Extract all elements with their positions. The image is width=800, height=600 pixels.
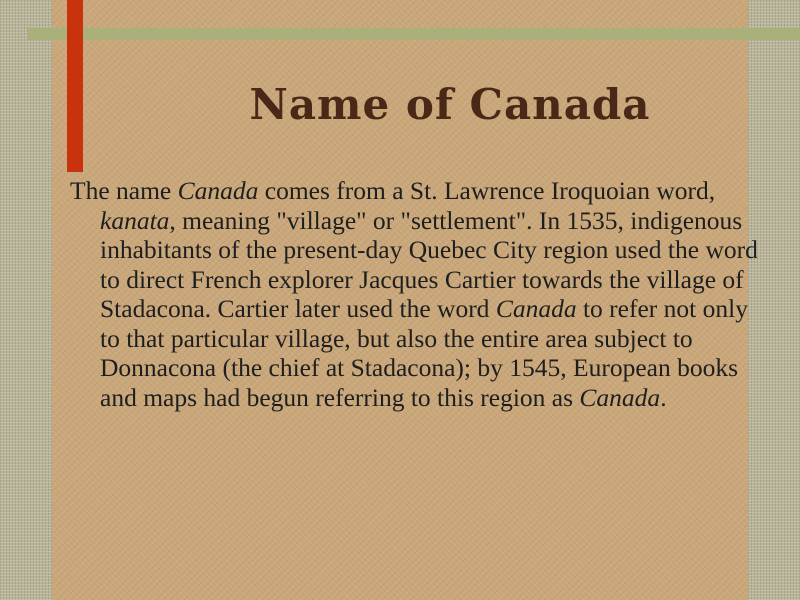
red-accent-bar [67,0,83,172]
body-italic-canada: Canada [579,382,661,412]
slide-body-paragraph [70,176,760,412]
body-text-segment: . [660,382,667,412]
body-text-segment: The name [70,176,178,205]
left-texture-strip [0,0,52,600]
body-text-segment: , meaning "village" or "settlement". In 1535, indigenous inhabitants of the present-day Quebec City region used the word to direct French explorer Jacques Cartier towards the village of Stadacona. Cartier later used the word [100,205,758,323]
slide-title: Name of Canada [249,80,651,129]
body-text-segment: to refer not only to that particular village, but also the entire area subject to Donnacona (the chief at Stadacona); by 1545, European books and maps had begun referring to this region as [100,294,748,412]
body-text-segment: comes from a St. Lawrence Iroquoian word, [258,176,716,205]
body-italic-canada: Canada [177,176,259,205]
body-italic-canada: Canada [495,294,577,323]
body-italic-kanata: kanata [100,205,170,235]
top-accent-band [28,28,800,40]
